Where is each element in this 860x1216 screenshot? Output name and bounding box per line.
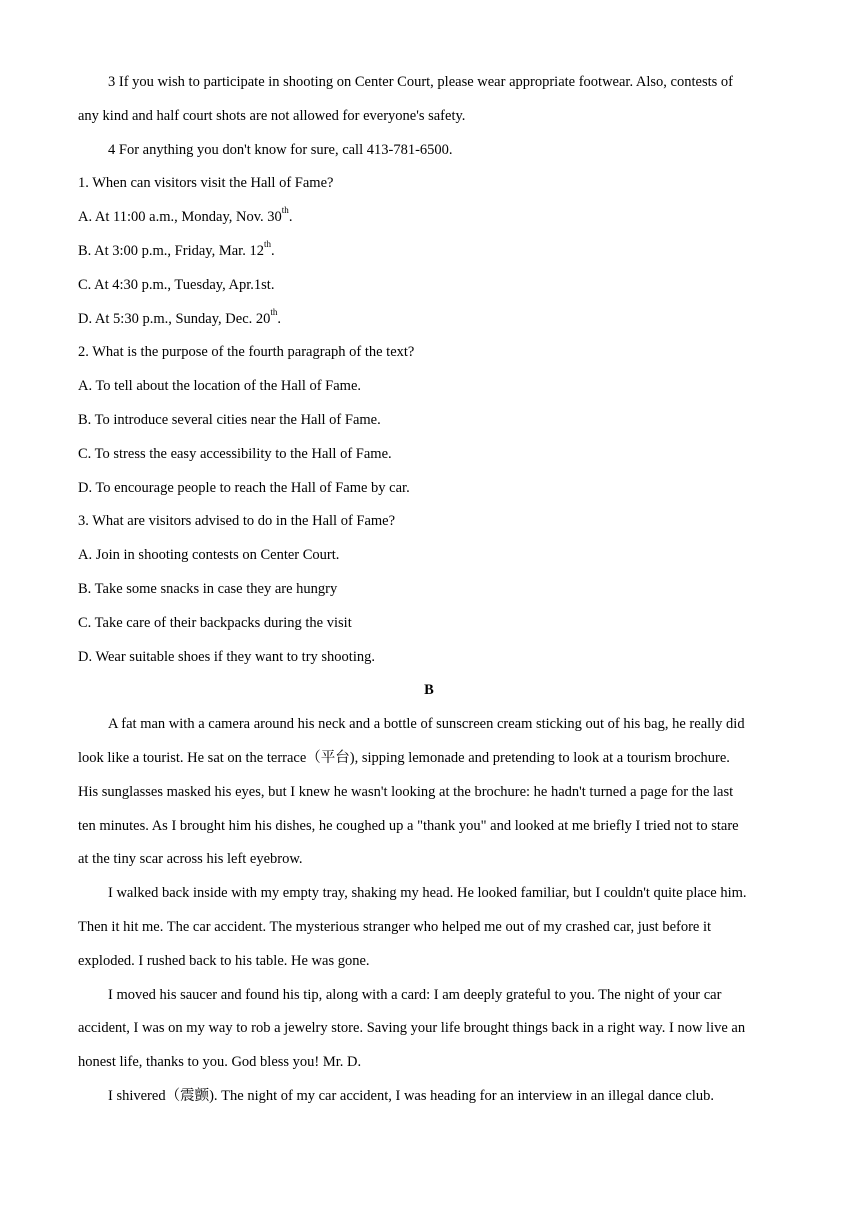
option-sup: th bbox=[270, 306, 278, 317]
question-3-option-d: D. Wear suitable shoes if they want to try shooting. bbox=[78, 648, 375, 665]
paragraph-b2-line1: I walked back inside with my empty tray, shaking my head. He looked familiar, but I couldn't quite place him. bbox=[108, 885, 747, 902]
question-3-option-a: A. Join in shooting contests on Center Court. bbox=[78, 547, 340, 564]
question-2-option-c: C. To stress the easy accessibility to the Hall of Fame. bbox=[78, 445, 392, 462]
option-text: B. At 3:00 p.m., Friday, Mar. 12 bbox=[78, 242, 264, 259]
paragraph-item3-line2: any kind and half court shots are not allowed for everyone's safety. bbox=[78, 107, 466, 124]
paragraph-b3-line1: I moved his saucer and found his tip, along with a card: I am deeply grateful to you. The night of your car bbox=[108, 986, 722, 1003]
option-sup: th bbox=[263, 239, 271, 250]
question-1-option-d bbox=[78, 303, 780, 337]
question-2-option-d: D. To encourage people to reach the Hall of Fame by car. bbox=[78, 479, 410, 496]
paragraph-b1-line1: A fat man with a camera around his neck and a bottle of sunscreen cream sticking out of his bag, he really did bbox=[108, 716, 745, 733]
question-2-option-b: B. To introduce several cities near the Hall of Fame. bbox=[78, 411, 381, 428]
paragraph-item3-line1: 3 If you wish to participate in shooting on Center Court, please wear appropriate footwear. Also, contests of bbox=[108, 74, 733, 90]
question-1-option-c bbox=[78, 269, 780, 303]
option-text: A. At 11:00 a.m., Monday, Nov. 30 bbox=[78, 209, 282, 226]
question-2-option-a: A. To tell about the location of the Hall of Fame. bbox=[78, 378, 362, 395]
question-3-option-c: C. Take care of their backpacks during the visit bbox=[78, 614, 352, 631]
option-tail: . bbox=[277, 310, 282, 327]
question-1-option-b bbox=[78, 235, 780, 269]
paragraph-b3-line2: accident, I was on my way to rob a jewelry store. Saving your life brought things back in a right way. I now live an bbox=[78, 1020, 746, 1037]
option-tail: . bbox=[270, 242, 275, 259]
option-text: D. At 5:30 p.m., Sunday, Dec. 20 bbox=[78, 310, 271, 327]
option-text: C. At 4:30 p.m., Tuesday, Apr.1st. bbox=[78, 276, 275, 293]
paragraph-b2-line2: Then it hit me. The car accident. The mysterious stranger who helped me out of my crashed car, just before it bbox=[78, 918, 712, 935]
question-1-stem: 1. When can visitors visit the Hall of Fame? bbox=[78, 175, 334, 192]
paragraph-b2-line3: exploded. I rushed back to his table. He was gone. bbox=[78, 952, 370, 969]
question-3-stem: 3. What are visitors advised to do in the Hall of Fame? bbox=[78, 513, 396, 530]
paragraph-b1-line5: at the tiny scar across his left eyebrow. bbox=[78, 851, 303, 868]
paragraph-b3-line3: honest life, thanks to you. God bless you! Mr. D. bbox=[78, 1054, 362, 1071]
paragraph-b1-line3: His sunglasses masked his eyes, but I knew he wasn't looking at the brochure: he hadn't turned a page for the last bbox=[78, 783, 734, 800]
paragraph-item4: 4 For anything you don't know for sure, call 413-781-6500. bbox=[108, 141, 453, 158]
question-2-stem: 2. What is the purpose of the fourth paragraph of the text? bbox=[78, 344, 415, 361]
paragraph-b1-line4: ten minutes. As I brought him his dishes, he coughed up a "thank you" and looked at me briefly I tried not to stare bbox=[78, 817, 739, 834]
document-page bbox=[78, 66, 780, 1114]
question-1-option-a bbox=[78, 201, 780, 235]
section-b-heading: B bbox=[424, 682, 434, 699]
paragraph-b1-line2: look like a tourist. He sat on the terrace（平台), sipping lemonade and pretending to look at a tourism brochure. bbox=[78, 749, 730, 766]
option-sup: th bbox=[281, 205, 289, 216]
paragraph-b4-line1: I shivered（震颤). The night of my car accident, I was heading for an interview in an illegal dance club. bbox=[108, 1087, 714, 1104]
option-tail: . bbox=[288, 209, 293, 226]
question-3-option-b: B. Take some snacks in case they are hungry bbox=[78, 580, 338, 597]
